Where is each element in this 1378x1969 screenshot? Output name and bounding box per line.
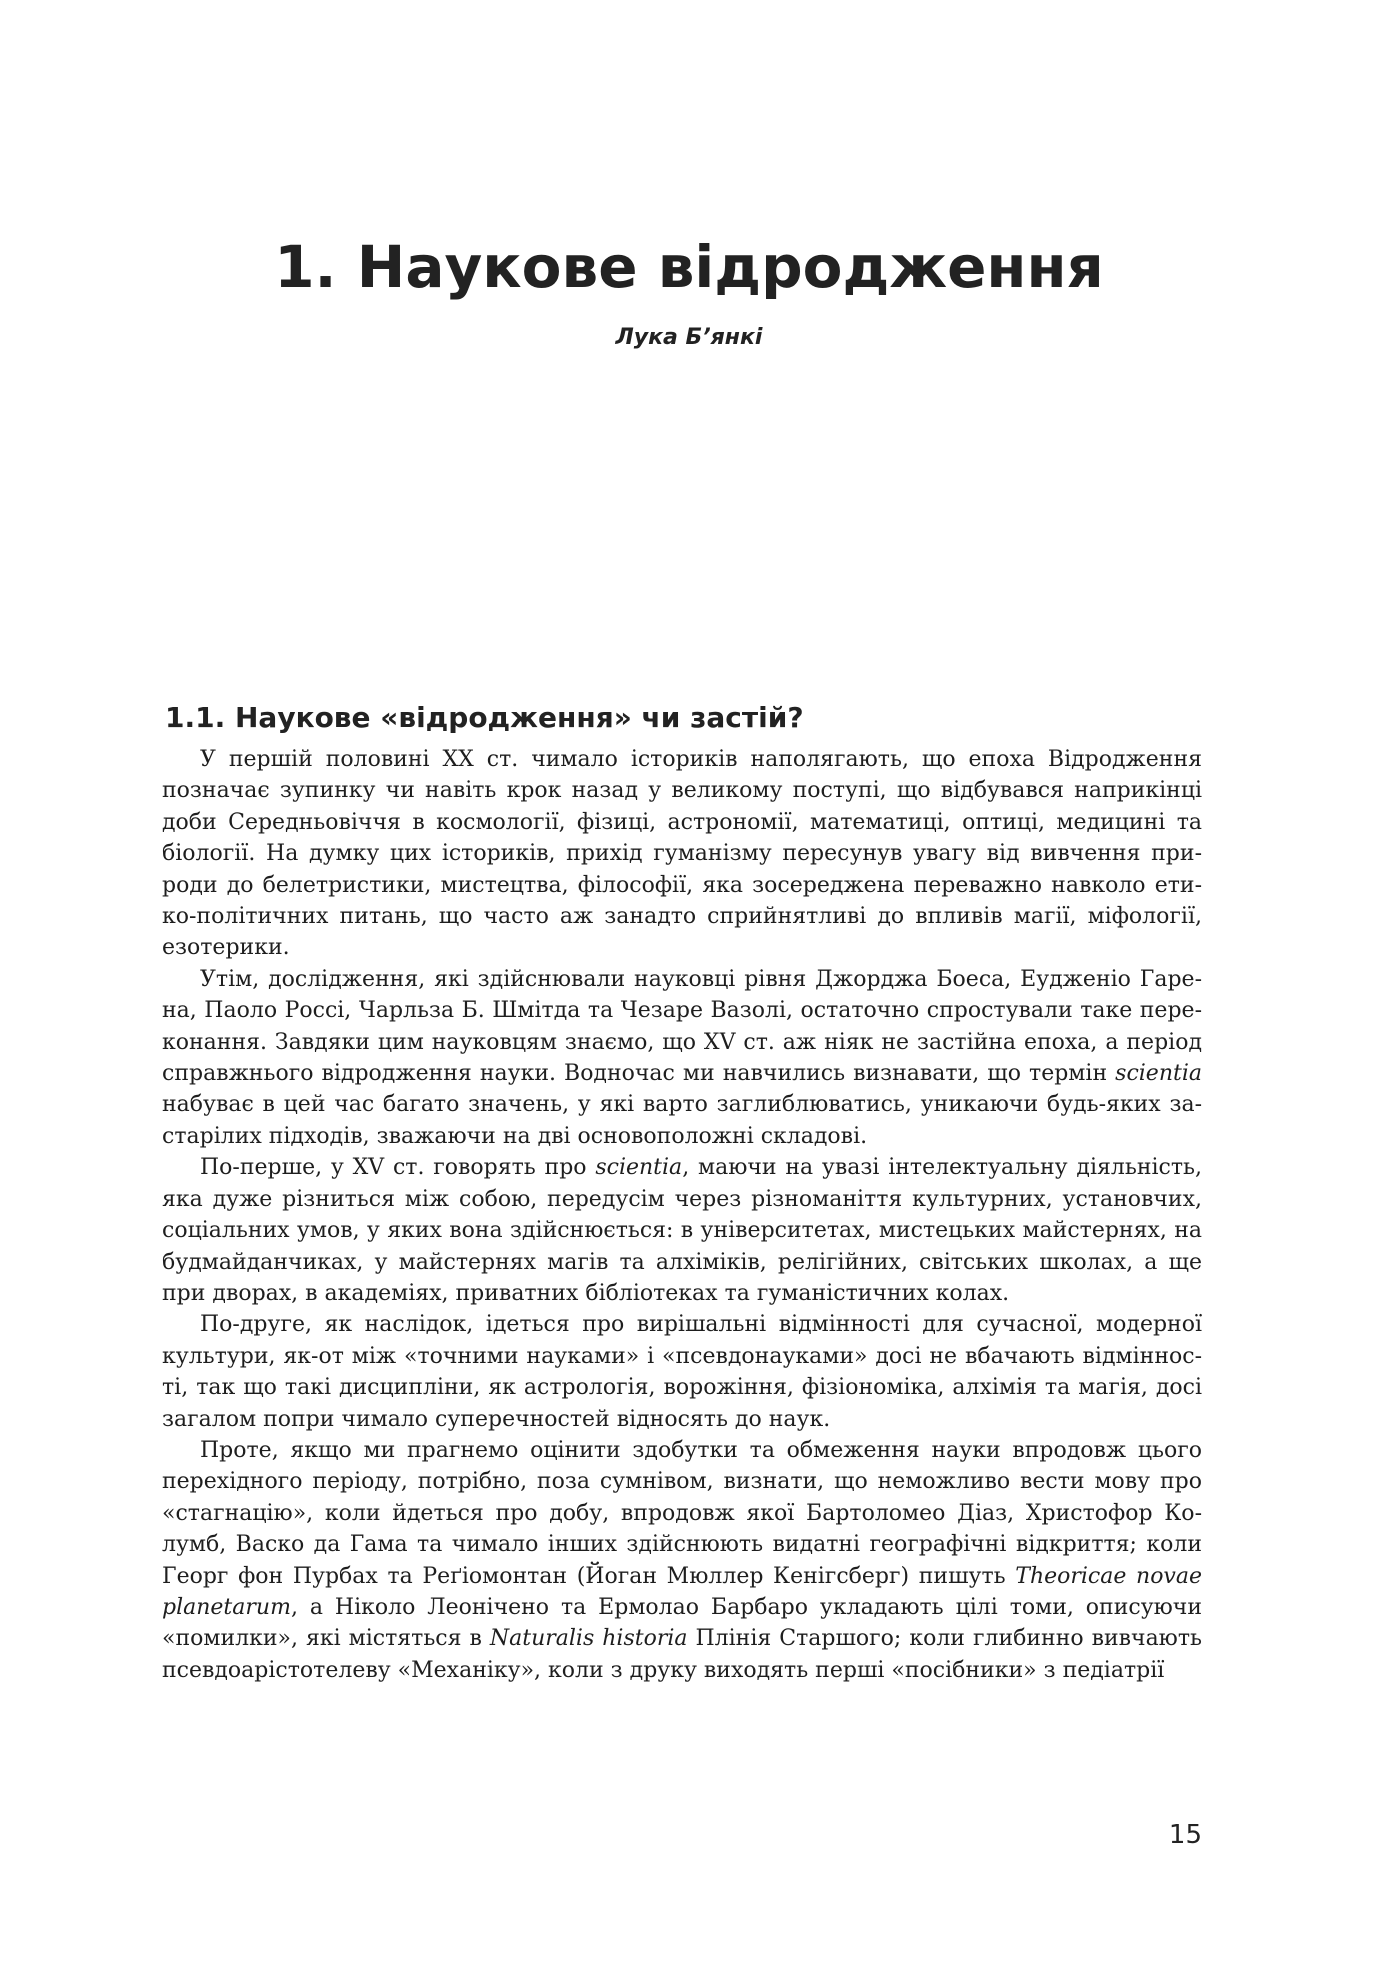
italic-term: scientia bbox=[595, 1155, 683, 1181]
text-run: , а Ніколо Леонічено та Ермолао Барбаро укладають цілі томи, описуючи «помилки», які містяться в bbox=[162, 1594, 1202, 1652]
paragraph bbox=[162, 1152, 1202, 1309]
paragraph bbox=[162, 744, 1202, 964]
text-run: , маючи на увазі інтелектуальну діяльність, яка дуже різниться між собою, передусім через різноманіття культурних, установчих, соціальних умов, у яких вона здійснюється: в університетах, мистецьких майстернях, на будмайданчиках, у майстернях магів та алхіміків, релігійних, світських школах, а ще при дворах, в академіях, приватних бібліотеках та гуманістичних колах. bbox=[162, 1155, 1202, 1306]
text-run: У першій половині XX ст. чимало істориків наполягають, що епоха Відродження позначає зупинку чи навіть крок назад у великому поступі, що відбувався наприкінці доби Середньовіччя в космології, фізиці, астрономії, математиці, оптиці, медицині та біології. На думку цих істориків, прихід гуманізму пересунув увагу від вивчення природи до белетристики, мистецтва, філософії, яка зосереджена переважно навколо етико-політичних питань, що часто аж занадто сприйнятливі до впливів магії, міфології, езотерики. bbox=[162, 747, 1202, 961]
paragraph bbox=[162, 1309, 1202, 1435]
italic-term: Theoricae novae planetarum bbox=[162, 1563, 1202, 1620]
text-run: набуває в цей час багато значень, у які варто заглиблюватись, уникаючи будь-яких застарілих підходів, зважаючи на дві основоположні складові. bbox=[162, 1092, 1202, 1149]
text-run: По-друге, як наслідок, ідеться про вирішальні відмінності для сучасної, модерної культури, як-от між «точними науками» і «псевдонауками» досі не вбачають відмінності, так що такі дисципліни, як астрологія, ворожіння, фізіономіка, алхімія та магія, досі загалом попри чимало суперечностей відносять до наук. bbox=[162, 1312, 1202, 1432]
text-run: По-перше, у XV ст. говорять про bbox=[200, 1155, 596, 1181]
body-text bbox=[162, 744, 1202, 1686]
chapter-title: 1. Наукове відродження bbox=[274, 233, 1104, 301]
text-run: Утім, дослідження, які здійснювали науковці рівня Джорджа Боеса, Еудженіо Гарена, Паоло Россі, Чарльза Б. Шмітда та Чезаре Вазолі, остаточно спростували таке переконання. Завдяки цим науковцям знаємо, що XV ст. аж ніяк не застійна епоха, а період справжнього відродження науки. Водночас ми навчились визнавати, що термін bbox=[162, 966, 1202, 1087]
text-run: Плінія Старшого; коли глибинно вивчають псевдоарістотелеву «Механіку», коли з друку виходять перші «посібники» з педіатрії bbox=[162, 1626, 1202, 1683]
author-name: Лука Б’янкі bbox=[615, 325, 763, 350]
text-run: Проте, якщо ми прагнемо оцінити здобутки та обмеження науки впродовж цього перехідного періоду, потрібно, поза сумнівом, визнати, що неможливо вести мову про «стагнацію», коли йдеться про добу, впродовж якої Бартоломео Діаз, Христофор Колумб, Васко да Гама та чимало інших здійснюють видатні географічні відкриття; коли Георг фон Пурбах та Реґіомонтан (Йоган Мюллер Кенігсберг) пишуть bbox=[162, 1437, 1202, 1589]
italic-term: Naturalis historia bbox=[489, 1626, 688, 1652]
paragraph bbox=[162, 1435, 1202, 1686]
paragraph bbox=[162, 964, 1202, 1152]
italic-term: scientia bbox=[1115, 1061, 1202, 1087]
page-number: 15 bbox=[1168, 1820, 1202, 1850]
section-heading: 1.1. Наукове «відродження» чи застій? bbox=[165, 701, 804, 734]
